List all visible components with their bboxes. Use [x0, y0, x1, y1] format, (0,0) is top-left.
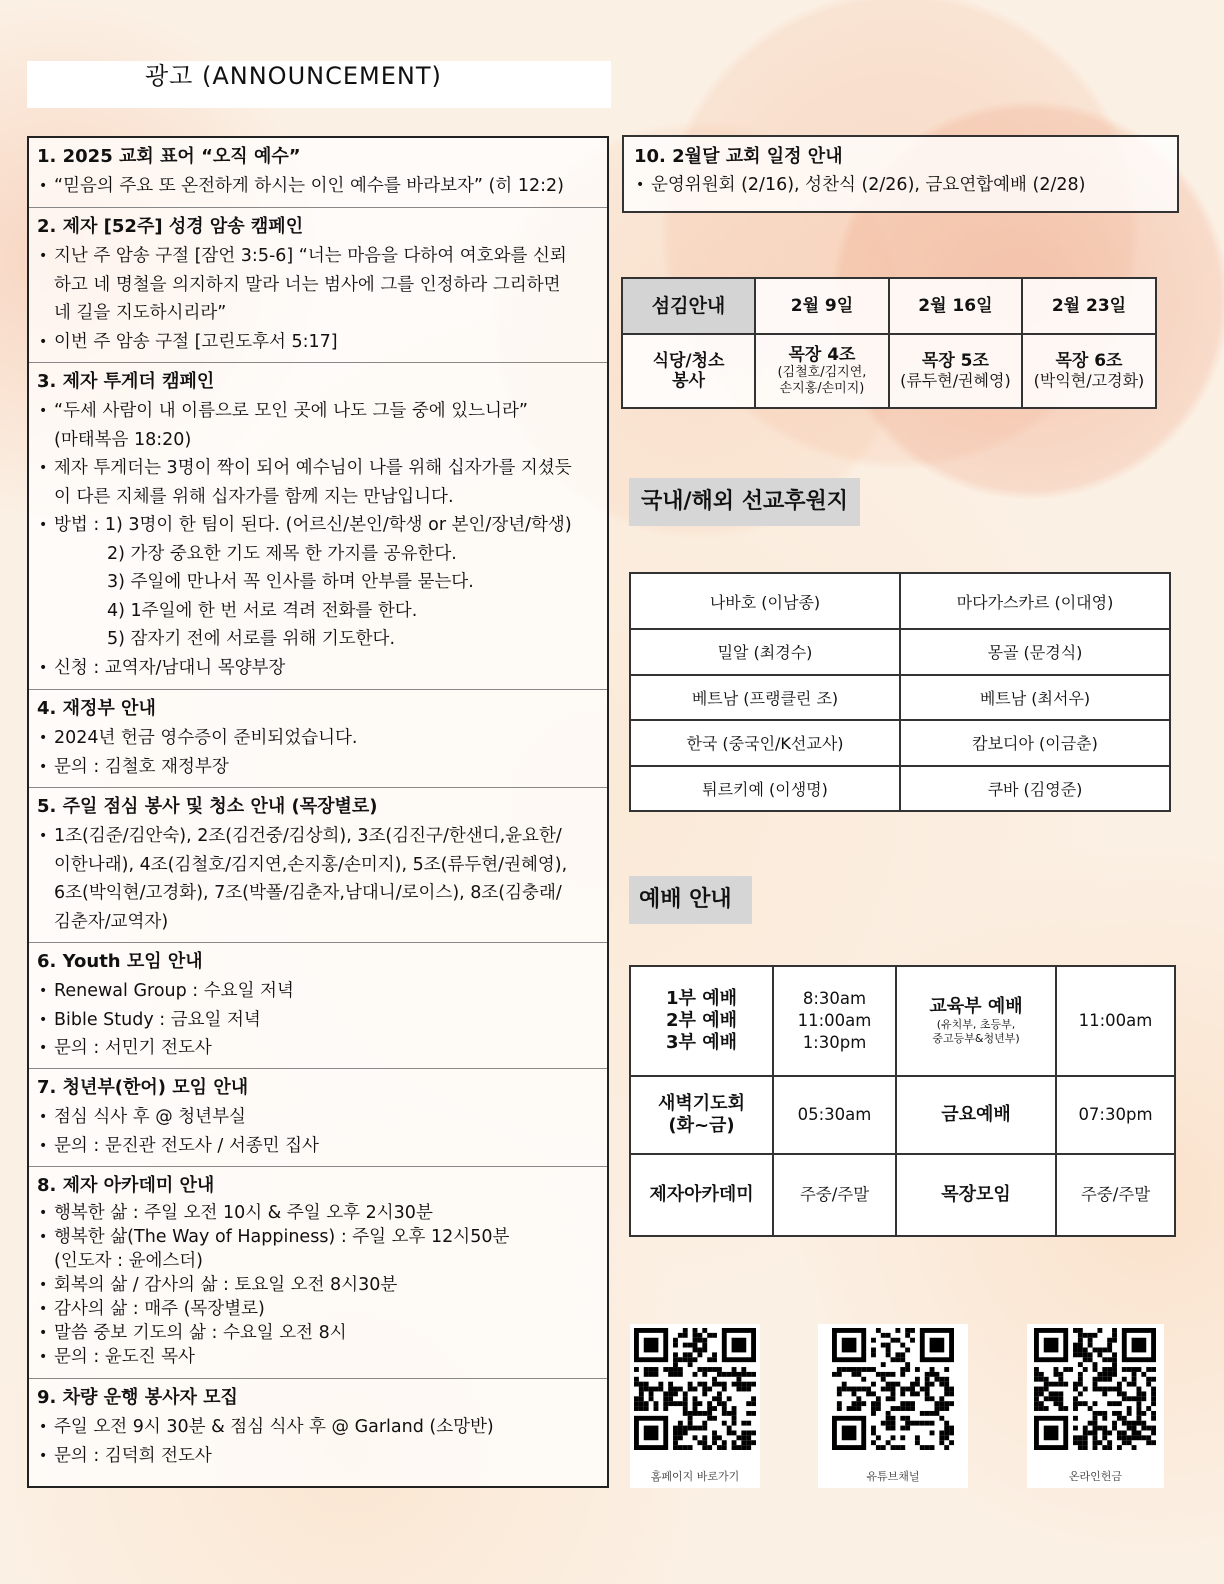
service-table-header: 섬김안내 [622, 278, 755, 334]
page-title: 광고 (ANNOUNCEMENT) [145, 62, 442, 90]
worship-name-cell [630, 966, 773, 1076]
list-item: • 행복한 삶(The Way of Happiness) : 주일 오후 12시50분 [37, 1225, 599, 1249]
service-table [621, 277, 1157, 409]
list-item: • 신청 : 교역자/남대니 목양부장 [37, 654, 599, 683]
list-item: • 점심 식사 후 @ 청년부실 [37, 1103, 599, 1132]
list-item: • “믿음의 주요 또 온전하게 하시는 이인 예수를 바라보자” (히 12:2) [37, 172, 599, 201]
qr-homepage[interactable] [630, 1324, 760, 1488]
service-members: 손지홍/손미지) [779, 381, 865, 396]
list-item: (인도자 : 윤에스더) [54, 1251, 204, 1271]
list-item: 이 다른 지체를 위해 십자가를 함께 지는 만남입니다. [54, 486, 454, 507]
worship-time-cell: 07:30pm [1056, 1076, 1175, 1154]
list-item: • 문의 : 김철호 재정부장 [37, 753, 599, 782]
worship-time: 8:30am [802, 989, 867, 1008]
list-item: • 문의 : 서민기 전도사 [37, 1034, 599, 1063]
worship-name: 2부 예배 [666, 1010, 737, 1031]
title-banner [27, 61, 611, 108]
list-item: 이한나래), 4조(김철호/김지연,손지홍/손미지), 5조(류두현/권혜영), [54, 854, 568, 875]
announcement-4 [29, 690, 607, 788]
mission-heading: 국내/해외 선교후원지 [629, 478, 860, 526]
worship-name: 교육부 예배 [929, 996, 1023, 1017]
worship-time-cell: 주중/주말 [1056, 1154, 1175, 1236]
worship-table [629, 965, 1176, 1237]
mission-table [629, 572, 1171, 812]
worship-name-cell: 제자아카데미 [630, 1154, 773, 1236]
announcement-9 [29, 1379, 607, 1479]
service-row-label-line1: 식당/청소 [652, 351, 725, 371]
worship-name-cell: 목장모임 [896, 1154, 1056, 1236]
announcement-heading: 4. 재정부 안내 [37, 698, 156, 719]
service-group: 목장 4조 [788, 345, 856, 365]
list-item: • 지난 주 암송 구절 [잠언 3:5-6] “너는 마음을 다하여 여호와를 신뢰 [37, 242, 599, 271]
schedule-item: • 운영위원회 (2/16), 성찬식 (2/26), 금요연합예배 (2/28) [634, 171, 1167, 199]
qr-label: 유튜브채널 [866, 1470, 920, 1483]
qr-code-icon [630, 1324, 760, 1454]
service-group: 목장 6조 [1055, 351, 1123, 371]
worship-time: 1:30pm [802, 1033, 867, 1052]
mission-cell: 베트남 (최서우) [900, 675, 1170, 721]
list-item: • 감사의 삶 : 매주 (목장별로) [37, 1297, 599, 1321]
worship-note: (유치부, 초등부, [936, 1018, 1016, 1031]
qr-code-icon [1027, 1324, 1164, 1454]
worship-time: 11:00am [797, 1011, 872, 1030]
announcement-list [27, 136, 609, 1488]
list-item: • 주일 오전 9시 30분 & 점심 식사 후 @ Garland (소망반) [37, 1413, 599, 1442]
worship-name: 1부 예배 [666, 988, 737, 1009]
schedule-heading: 10. 2월달 교회 일정 안내 [634, 146, 843, 167]
mission-cell: 쿠바 (김영준) [900, 766, 1170, 812]
schedule-box [622, 135, 1179, 213]
qr-label: 홈페이지 바로가기 [650, 1470, 740, 1483]
list-item: • 행복한 삶 : 주일 오전 10시 & 주일 오후 2시30분 [37, 1201, 599, 1225]
service-cell [755, 334, 889, 408]
service-members: (김철호/김지연, [777, 365, 867, 380]
list-item: • 이번 주 암송 구절 [고린도후서 5:17] [37, 328, 599, 357]
announcement-heading: 2. 제자 [52주] 성경 암송 캠페인 [37, 216, 304, 237]
announcement-2 [29, 208, 607, 363]
service-row-label [622, 334, 755, 408]
worship-heading: 예배 안내 [629, 876, 752, 924]
list-item: 2) 가장 중요한 기도 제목 한 가지를 공유한다. [107, 543, 457, 564]
announcement-1 [29, 138, 607, 208]
service-date: 2월 23일 [1022, 278, 1156, 334]
worship-name: 3부 예배 [666, 1032, 737, 1053]
list-item: 5) 잠자기 전에 서로를 위해 기도한다. [107, 629, 396, 649]
service-members: (박익현/고경화) [1033, 371, 1145, 390]
mission-cell: 몽골 (문경식) [900, 629, 1170, 675]
qr-youtube[interactable] [818, 1324, 968, 1488]
service-date: 2월 9일 [755, 278, 889, 334]
list-item: 3) 주일에 만나서 꼭 인사를 하며 안부를 묻는다. [107, 572, 474, 592]
worship-time-cell: 주중/주말 [773, 1154, 896, 1236]
mission-cell: 나바호 (이남종) [630, 573, 900, 629]
mission-cell: 밀알 (최경수) [630, 629, 900, 675]
qr-online-offering[interactable] [1027, 1324, 1164, 1488]
mission-cell: 한국 (중국인/K선교사) [630, 720, 900, 766]
list-item: 네 길을 지도하시리라” [54, 303, 227, 323]
list-item: 4) 1주일에 한 번 서로 격려 전화를 한다. [107, 600, 418, 621]
announcement-heading: 5. 주일 점심 봉사 및 청소 안내 (목장별로) [37, 796, 378, 817]
worship-name-cell [630, 1076, 773, 1154]
list-item: • 문의 : 윤도진 목사 [37, 1345, 599, 1369]
list-item: • “두세 사람이 내 이름으로 모인 곳에 나도 그들 중에 있느니라” [37, 397, 599, 426]
announcement-heading: 6. Youth 모임 안내 [37, 951, 203, 972]
worship-name-cell: 금요예배 [896, 1076, 1056, 1154]
list-item: • 방법 : 1) 3명이 한 팀이 된다. (어르신/본인/학생 or 본인/장년/학생) [37, 511, 599, 540]
service-cell [1022, 334, 1156, 408]
qr-label: 온라인헌금 [1068, 1470, 1123, 1483]
list-item: 김춘자/교역자) [54, 911, 169, 932]
announcement-6 [29, 943, 607, 1069]
announcement-3 [29, 363, 607, 690]
worship-note: 중고등부&청년부) [932, 1032, 1020, 1045]
announcement-7 [29, 1069, 607, 1167]
announcement-heading: 9. 차량 운행 봉사자 모집 [37, 1387, 238, 1408]
mission-cell: 캄보디아 (이금춘) [900, 720, 1170, 766]
list-item: • 문의 : 문진관 전도사 / 서종민 집사 [37, 1132, 599, 1161]
worship-time-cell: 05:30am [773, 1076, 896, 1154]
announcement-heading: 8. 제자 아카데미 안내 [37, 1175, 215, 1196]
list-item: • 1조(김준/김안숙), 2조(김건중/김상희), 3조(김진구/한샌디,윤요한/ [37, 822, 599, 851]
list-item: • 2024년 헌금 영수증이 준비되었습니다. [37, 724, 599, 753]
list-item: • 회복의 삶 / 감사의 삶 : 토요일 오전 8시30분 [37, 1273, 599, 1297]
worship-name: 새벽기도회 [658, 1093, 745, 1114]
list-item: (마태복음 18:20) [54, 429, 192, 450]
mission-cell: 튀르키예 (이생명) [630, 766, 900, 812]
list-item: • 말씀 중보 기도의 삶 : 수요일 오전 8시 [37, 1321, 599, 1345]
worship-time-cell: 11:00am [1056, 966, 1175, 1076]
list-item: • 문의 : 김덕희 전도사 [37, 1442, 599, 1471]
mission-cell: 마다가스카르 (이대영) [900, 573, 1170, 629]
announcement-5 [29, 788, 607, 943]
worship-name-cell [896, 966, 1056, 1076]
worship-time-cell [773, 966, 896, 1076]
announcement-heading: 1. 2025 교회 표어 “오직 예수” [37, 146, 301, 167]
announcement-8 [29, 1167, 607, 1379]
service-cell [889, 334, 1022, 408]
worship-name: (화~금) [668, 1115, 735, 1136]
mission-cell: 베트남 (프랭클린 조) [630, 675, 900, 721]
service-group: 목장 5조 [921, 351, 989, 371]
list-item: 하고 네 명철을 의지하지 말라 너는 범사에 그를 인정하라 그리하면 [54, 274, 561, 295]
service-date: 2월 16일 [889, 278, 1022, 334]
list-item: • 제자 투게더는 3명이 짝이 되어 예수님이 나를 위해 십자가를 지셨듯 [37, 454, 599, 483]
list-item: • Renewal Group : 수요일 저녁 [37, 977, 599, 1006]
service-members: (류두현/권혜영) [900, 371, 1011, 390]
qr-code-icon [818, 1324, 968, 1454]
list-item: 6조(박익현/고경화), 7조(박폴/김춘자,남대니/로이스), 8조(김충래/ [54, 883, 562, 903]
list-item: • Bible Study : 금요일 저녁 [37, 1006, 599, 1035]
announcement-heading: 3. 제자 투게더 캠페인 [37, 371, 215, 392]
announcement-heading: 7. 청년부(한어) 모임 안내 [37, 1077, 249, 1098]
service-row-label-line2: 봉사 [672, 371, 705, 391]
